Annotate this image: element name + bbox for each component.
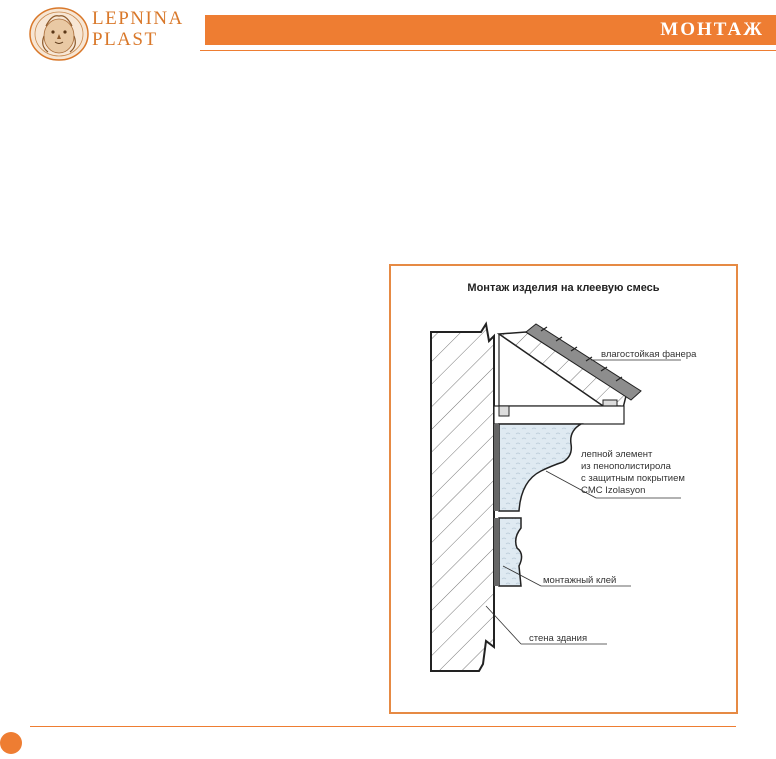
footer-divider <box>30 726 736 727</box>
label-element-1: лепной элемент <box>581 449 653 460</box>
diagram-frame <box>389 264 738 714</box>
label-element-3: с защитным покрытием <box>581 473 685 484</box>
diagram-title: Монтаж изделия на клеевую смесь <box>467 282 660 294</box>
brand-line-1: LEPNINA <box>92 8 184 29</box>
header-bar <box>205 15 776 45</box>
brand-line-2: PLAST <box>92 29 158 50</box>
foam-moulding-lower <box>499 518 522 586</box>
lion-head-icon <box>28 6 90 62</box>
building-wall <box>431 324 494 671</box>
page-title: МОНТАЖ <box>660 19 764 40</box>
label-wall: стена здания <box>529 633 588 644</box>
label-element-2: из пенополистирола <box>581 461 671 472</box>
foam-cornice <box>499 424 581 511</box>
label-glue: монтажный клей <box>543 575 617 586</box>
label-element-4: CMC Izolasyon <box>581 485 646 496</box>
glue-layer-lower <box>494 518 499 586</box>
glue-layer-upper <box>494 424 499 511</box>
footer-dot <box>0 732 22 754</box>
plywood-top-strip <box>494 406 624 424</box>
brand-name <box>92 8 184 50</box>
label-plywood: влагостойкая фанера <box>601 349 697 360</box>
installation-diagram <box>391 266 736 712</box>
header-divider <box>200 50 776 51</box>
logo <box>28 6 90 62</box>
